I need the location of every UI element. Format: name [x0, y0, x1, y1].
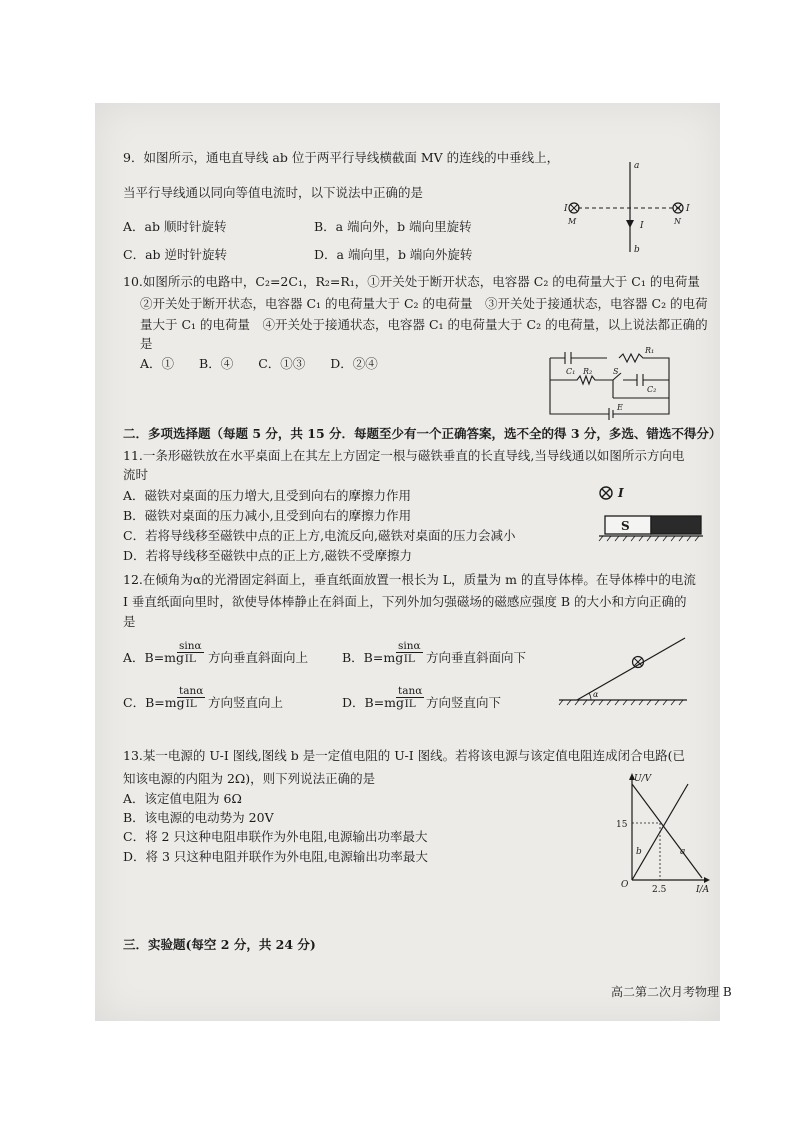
- q13-origin-label: O: [621, 880, 629, 890]
- q9-option-a: A．ab 顺时针旋转: [123, 219, 227, 234]
- q10-line3: 量大于 C₁ 的电荷量 ④开关处于接通状态，电容器 C₁ 的电荷量大于 C₂ 的电荷量，以上说法都正确的: [140, 317, 708, 332]
- q12-line2: I 垂直纸面向里时，欲使导体棒静止在斜面上，下列外加匀强磁场的磁感应强度 B 的大小和方向正确的: [123, 594, 687, 609]
- q10-label-r1: R₁: [645, 346, 655, 355]
- q10-circuit-figure: [547, 346, 677, 420]
- q9-stem-line1: 9．如图所示，通电直导线 ab 位于两平行导线横截面 MV 的连线的中垂线上，: [123, 150, 560, 165]
- q12-option-d-suffix: 方向竖直向下: [426, 695, 502, 710]
- q12-label-alpha: α: [593, 690, 599, 699]
- q9-label-m: M: [568, 217, 577, 226]
- q13-ui-graph: [612, 770, 712, 894]
- q13-tick-2-5: 2.5: [652, 885, 667, 895]
- q12-line1: 12.在倾角为α的光滑固定斜面上，垂直纸面放置一根长为 L，质量为 m 的直导体棒。在导体棒中的电流: [123, 572, 696, 587]
- q10-line2: ②开关处于断开状态，电容器 C₁ 的电荷量大于 C₂ 的电荷量 ③开关处于接通状态，电容器 C₂ 的电荷: [140, 296, 708, 311]
- q13-option-a: A．该定值电阻为 6Ω: [123, 791, 242, 806]
- q9-option-d: D．a 端向里，b 端向外旋转: [314, 247, 473, 262]
- q12-option-a-fraction: [177, 640, 204, 665]
- q10-line4: 是: [140, 336, 153, 351]
- q13-option-d: D．将 3 只这种电阻并联作为外电阻,电源输出功率最大: [123, 849, 428, 864]
- q10-label-c1: C₁: [566, 367, 576, 376]
- q10-label-c2: C₂: [647, 385, 657, 394]
- q13-axis-x-label: I/A: [696, 885, 710, 895]
- q11-line1: 11.一条形磁铁放在水平桌面上在其左上方固定一根与磁铁垂直的长直导线,当导线通以如图所示方向电: [123, 448, 685, 463]
- q12-option-d-prefix: D．B=mg: [342, 695, 405, 710]
- q9-wire-figure: [560, 158, 700, 258]
- q10-line1: 10.如图所示的电路中，C₂=2C₁，R₂=R₁，①开关处于断开状态，电容器 C₂ 的电荷量大于 C₁ 的电荷量: [123, 274, 700, 289]
- page-footer: 高二第二次月考物理 B: [611, 985, 732, 999]
- q12-option-c-denominator: IL: [185, 698, 197, 710]
- q13-option-c: C．将 2 只这种电阻串联作为外电阻,电源输出功率最大: [123, 829, 428, 844]
- q10-label-r2: R₂: [583, 367, 593, 376]
- q11-option-b: B．磁铁对桌面的压力减小,且受到向右的摩擦力作用: [123, 508, 412, 523]
- q9-label-i-left: I: [564, 204, 568, 214]
- q13-line-a-label: a: [680, 847, 686, 857]
- q9-label-i-mid: I: [640, 221, 644, 231]
- q9-label-i-right: I: [686, 204, 690, 214]
- q12-option-c-prefix: C．B=mg: [123, 695, 185, 710]
- q13-line2: 知该电源的内阻为 2Ω)，则下列说法正确的是: [123, 771, 376, 786]
- q12-option-a-prefix: A．B=mg: [123, 650, 185, 665]
- q9-option-c: C．ab 逆时针旋转: [123, 247, 227, 262]
- q13-line-b-label: b: [636, 847, 642, 857]
- q13-option-b: B．该电源的电动势为 20V: [123, 810, 274, 825]
- q12-option-c-suffix: 方向竖直向上: [208, 695, 284, 710]
- q9-option-b: B．a 端向外，b 端向里旋转: [314, 219, 472, 234]
- q11-label-s: S: [621, 519, 630, 533]
- q12-option-d-numerator: tanα: [398, 685, 423, 697]
- q11-magnet-figure: [597, 482, 705, 544]
- q12-option-b-prefix: B．B=mg: [342, 650, 404, 665]
- q12-option-a-suffix: 方向垂直斜面向上: [208, 650, 309, 665]
- q12-option-a-numerator: sinα: [179, 640, 202, 652]
- q12-option-c-numerator: tanα: [179, 685, 204, 697]
- q12-option-b-fraction: [396, 640, 423, 665]
- section2-heading: 二．多项选择题（每题 5 分，共 15 分．每题至少有一个正确答案，选不全的得 3 分，多选、错选不得分）: [123, 426, 722, 441]
- q12-option-d-denominator: IL: [404, 698, 416, 710]
- q12-option-b-denominator: IL: [403, 653, 415, 665]
- q9-label-b: b: [634, 245, 640, 255]
- q10-label-e: E: [617, 403, 623, 412]
- q12-option-c-fraction: [177, 685, 205, 710]
- q12-option-b-numerator: sinα: [398, 640, 421, 652]
- q9-label-a: a: [634, 161, 640, 171]
- q11-option-c: C．若将导线移至磁铁中点的正上方,电流反向,磁铁对桌面的压力会减小: [123, 528, 516, 543]
- q9-stem-line2: 当平行导线通以同向等值电流时，以下说法中正确的是: [123, 185, 424, 200]
- q11-label-i: I: [618, 486, 624, 500]
- section3-heading: 三．实验题(每空 2 分，共 24 分): [123, 937, 316, 952]
- q12-line3: 是: [123, 614, 136, 629]
- q9-label-n: N: [674, 217, 681, 226]
- q11-option-a: A．磁铁对桌面的压力增大,且受到向右的摩擦力作用: [123, 488, 412, 503]
- q11-line2: 流时: [123, 467, 149, 482]
- q10-label-s: S: [613, 367, 619, 376]
- q13-tick-15: 15: [616, 820, 628, 830]
- q12-incline-figure: [555, 634, 690, 708]
- q13-line1: 13.某一电源的 U-I 图线,图线 b 是一定值电阻的 U-I 图线。若将该电源与该定值电阻连成闭合电路(已: [123, 748, 686, 763]
- q12-option-a-denominator: IL: [184, 653, 196, 665]
- q13-axis-y-label: U/V: [634, 774, 652, 784]
- q10-options: A．① B．④ C．①③ D．②④: [140, 356, 378, 371]
- q12-option-d-fraction: [396, 685, 424, 710]
- q12-option-b-suffix: 方向垂直斜面向下: [426, 650, 527, 665]
- q11-option-d: D．若将导线移至磁铁中点的正上方,磁铁不受摩擦力: [123, 548, 412, 563]
